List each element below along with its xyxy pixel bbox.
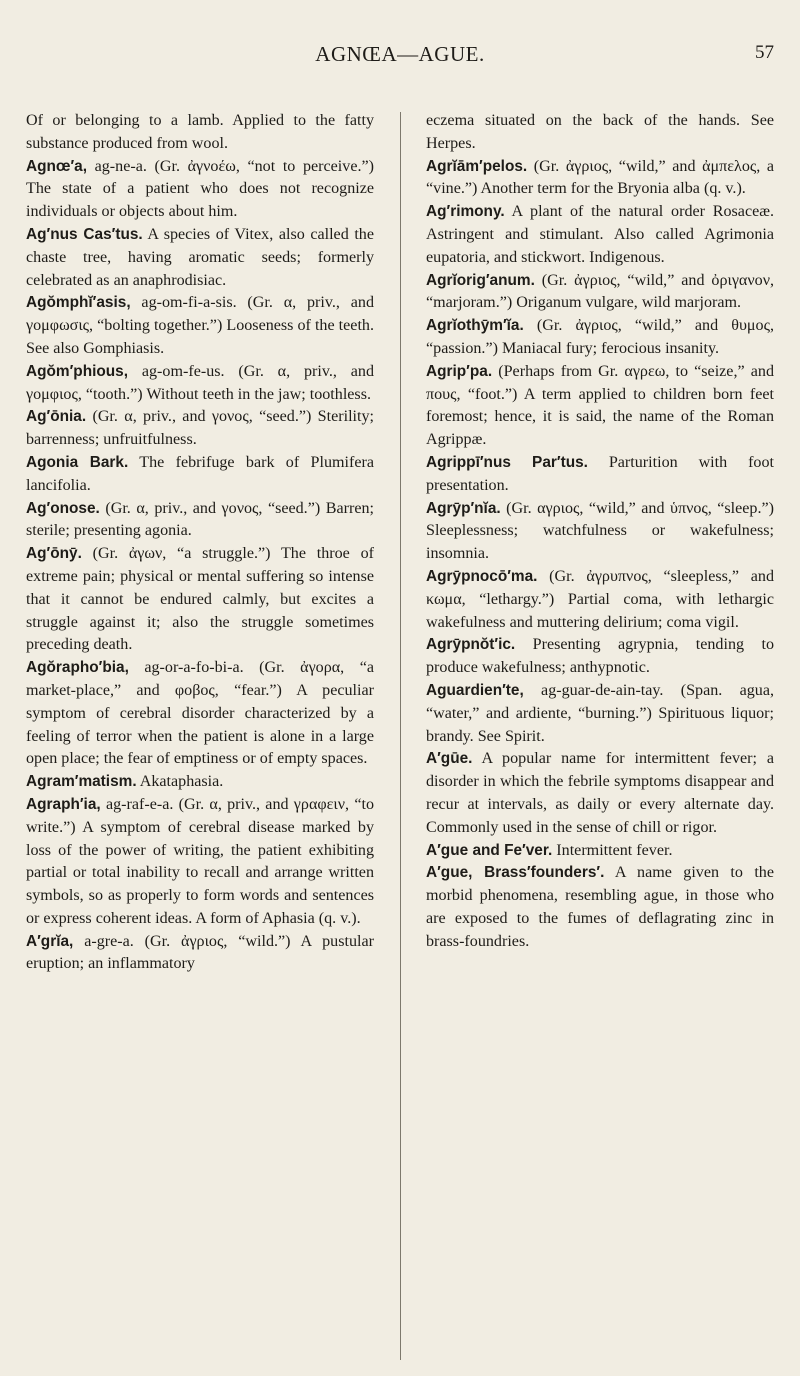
entry-definition: Parturition with foot presentation. — [426, 453, 774, 494]
dictionary-entry — [26, 498, 374, 544]
entry-definition: (Gr. ἀγων, “a struggle.”) The throe of extreme pain; physical or mental suffering so intense that it cannot be endured calmly, but excites a struggle against it; also the struggle sometimes preceding death. — [26, 545, 374, 654]
left-column — [26, 110, 374, 976]
entry-definition: Akataphasia. — [136, 773, 224, 791]
entry-definition: ag-guar-de-ain-tay. (Span. agua, “water,” and ardiente, “burning.”) Spirituous liquor; brandy. See Spirit. — [426, 681, 774, 745]
dictionary-entry — [426, 748, 774, 839]
entry-headword: A′gue and Fe′ver. — [426, 841, 553, 859]
entry-headword: Agŏmphĭ′asis, — [26, 294, 131, 312]
entry-definition: (Gr. ἀγρυπνος, “sleepless,” and κωμα, “lethargy.”) Partial coma, with lethargic wakefulness and muttering delirium; coma vigil. — [426, 567, 774, 631]
entry-definition: (Gr. ἀγριος, “wild,” and ἀμπελος, a “vine.”) Another term for the Bryonia alba (q. v.). — [426, 157, 774, 198]
dictionary-entry — [426, 201, 774, 269]
entry-headword: Aguardien′te, — [426, 681, 524, 699]
page-number: 57 — [755, 42, 774, 63]
dictionary-entry — [426, 634, 774, 680]
dictionary-entry — [426, 110, 774, 156]
entry-headword: Agrippī′nus Par′tus. — [426, 453, 588, 471]
entry-headword: Ag′nus Cas′tus. — [26, 225, 143, 243]
entry-headword: Agnœ′a, — [26, 157, 87, 175]
dictionary-entry — [426, 156, 774, 202]
entry-definition: Of or belonging to a lamb. Applied to the fatty substance produced from wool. — [26, 112, 374, 152]
entry-definition: (Gr. α, priv., and γονος, “seed.”) Barren; sterile; presenting agonia. — [26, 499, 374, 540]
entry-definition: ag-om-fi-a-sis. (Gr. α, priv., and γομφωσις, “bolting together.”) Looseness of the teeth. See also Gomphiasis. — [26, 294, 374, 357]
dictionary-entry — [26, 361, 374, 407]
entry-headword: Agrĭothȳm′ĭa. — [426, 317, 524, 335]
dictionary-entry — [26, 406, 374, 452]
entry-definition: Intermittent fever. — [552, 841, 673, 859]
dictionary-entry — [426, 361, 774, 452]
running-head — [0, 42, 800, 72]
entry-definition: (Gr. ἀγριος, “wild,” and θυμος, “passion.”) Maniacal fury; ferocious insanity. — [426, 317, 774, 357]
dictionary-entry — [426, 566, 774, 634]
dictionary-entry — [426, 862, 774, 953]
entry-headword: Agrȳpnŏt′ic. — [426, 636, 516, 654]
dictionary-entry — [426, 315, 774, 361]
entry-definition: A plant of the natural order Rosaceæ. Astringent and stimulant. Also called Agrimonia eupatoria, and stickwort. Indigenous. — [426, 203, 774, 266]
entry-headword: Agrĭorig′anum. — [426, 271, 535, 289]
right-column — [426, 110, 774, 953]
dictionary-entry — [426, 270, 774, 316]
entry-definition: eczema situated on the back of the hands. See Herpes. — [426, 112, 774, 152]
dictionary-entry — [26, 452, 374, 498]
dictionary-entry — [26, 224, 374, 292]
entry-headword: Agonia Bark. — [26, 453, 129, 471]
entry-headword: Agrȳp′nĭa. — [426, 499, 501, 517]
entry-definition: ag-or-a-fo-bi-a. (Gr. ἀγορα, “a market-place,” and φοβος, “fear.”) A peculiar symptom of cerebral disorder characterized by a feeling of terror when the patient is alone in a large open place; the fear of emptiness or of empty spaces. — [26, 659, 374, 768]
entry-headword: Agrip′pa. — [426, 362, 493, 380]
entry-headword: Agrĭām′pelos. — [426, 157, 528, 175]
entry-headword: Agraph′ia, — [26, 795, 101, 813]
entry-headword: Agŏm′phious, — [26, 362, 129, 380]
dictionary-entry — [26, 794, 374, 931]
column-divider — [400, 112, 401, 1360]
entry-headword: Agram′matism. — [26, 773, 137, 791]
entry-definition: A popular name for intermittent fever; a disorder in which the febrile symptoms disappear and recur at intervals, as daily or every alternate day. Commonly used in the sense of chill or rigor. — [426, 750, 774, 836]
entry-definition: (Perhaps from Gr. αγρεω, to “seize,” and πους, “foot.”) A term applied to children born feet foremost; hence, it is said, the name of the Roman Agrippæ. — [426, 362, 774, 449]
dictionary-entry — [426, 498, 774, 566]
dictionary-entry — [426, 680, 774, 748]
entry-headword: A′gūe. — [426, 750, 473, 768]
entry-definition: a-gre-a. (Gr. ἀγριος, “wild.”) A pustular eruption; an inflammatory — [26, 932, 374, 973]
entry-headword: Ag′ōnia. — [26, 408, 87, 426]
dictionary-entry — [26, 657, 374, 771]
entry-definition: A species of Vitex, also called the chaste tree, having aromatic seeds; formerly celebrated as an anaphrodisiac. — [26, 225, 374, 289]
entry-headword: A′gue, Brass′founders′. — [426, 864, 605, 882]
entry-definition: A name given to the morbid phenomena, resembling ague, in those who are exposed to the fumes of deflagrating zinc in brass-foundries. — [426, 864, 774, 950]
entry-headword: Agŏrapho′bia, — [26, 659, 129, 677]
dictionary-entry — [26, 110, 374, 156]
dictionary-entry — [26, 156, 374, 224]
running-title: AGNŒA—AGUE. — [315, 42, 485, 66]
dictionary-entry — [26, 543, 374, 657]
entry-headword: Ag′onose. — [26, 499, 100, 517]
entry-headword: A′grĭa, — [26, 932, 74, 950]
entry-definition: (Gr. αγριος, “wild,” and ὑπνος, “sleep.”) Sleeplessness; watchfulness or wakefulness; insomnia. — [426, 499, 774, 563]
entry-definition: (Gr. α, priv., and γονος, “seed.”) Sterility; barrenness; unfruitfulness. — [26, 408, 374, 449]
dictionary-entry — [26, 931, 374, 977]
entry-definition: Presenting agrypnia, tending to produce wakefulness; anthypnotic. — [426, 636, 774, 677]
entry-definition: ag-om-fe-us. (Gr. α, priv., and γομφιος, “tooth.”) Without teeth in the jaw; toothless. — [26, 362, 374, 403]
entry-definition: The febrifuge bark of Plumifera lancifolia. — [26, 453, 374, 494]
entry-headword: Ag′ōnȳ. — [26, 545, 82, 563]
dictionary-entry — [26, 292, 374, 360]
entry-definition: ag-ne-a. (Gr. ἀγνοέω, “not to perceive.”) The state of a patient who does not recognize individuals or objects about him. — [26, 157, 374, 221]
entry-definition: ag-raf-e-a. (Gr. α, priv., and γραφειν, “to write.”) A symptom of cerebral disease marked by loss of the power of writing, the patient exhibiting partial or total inability to recall and arrange written symbols, so as properly to form words and sentences or express coherent ideas. A form of Aphasia (q. v.). — [26, 795, 374, 927]
dictionary-entry — [26, 771, 374, 794]
entry-definition: (Gr. ἀγριος, “wild,” and ὀριγανον, “marjoram.”) Origanum vulgare, wild marjoram. — [426, 271, 774, 312]
dictionary-entry — [426, 840, 774, 863]
entry-headword: Ag′rimony. — [426, 203, 505, 221]
entry-headword: Agrȳpnocō′ma. — [426, 567, 538, 585]
dictionary-entry — [426, 452, 774, 498]
